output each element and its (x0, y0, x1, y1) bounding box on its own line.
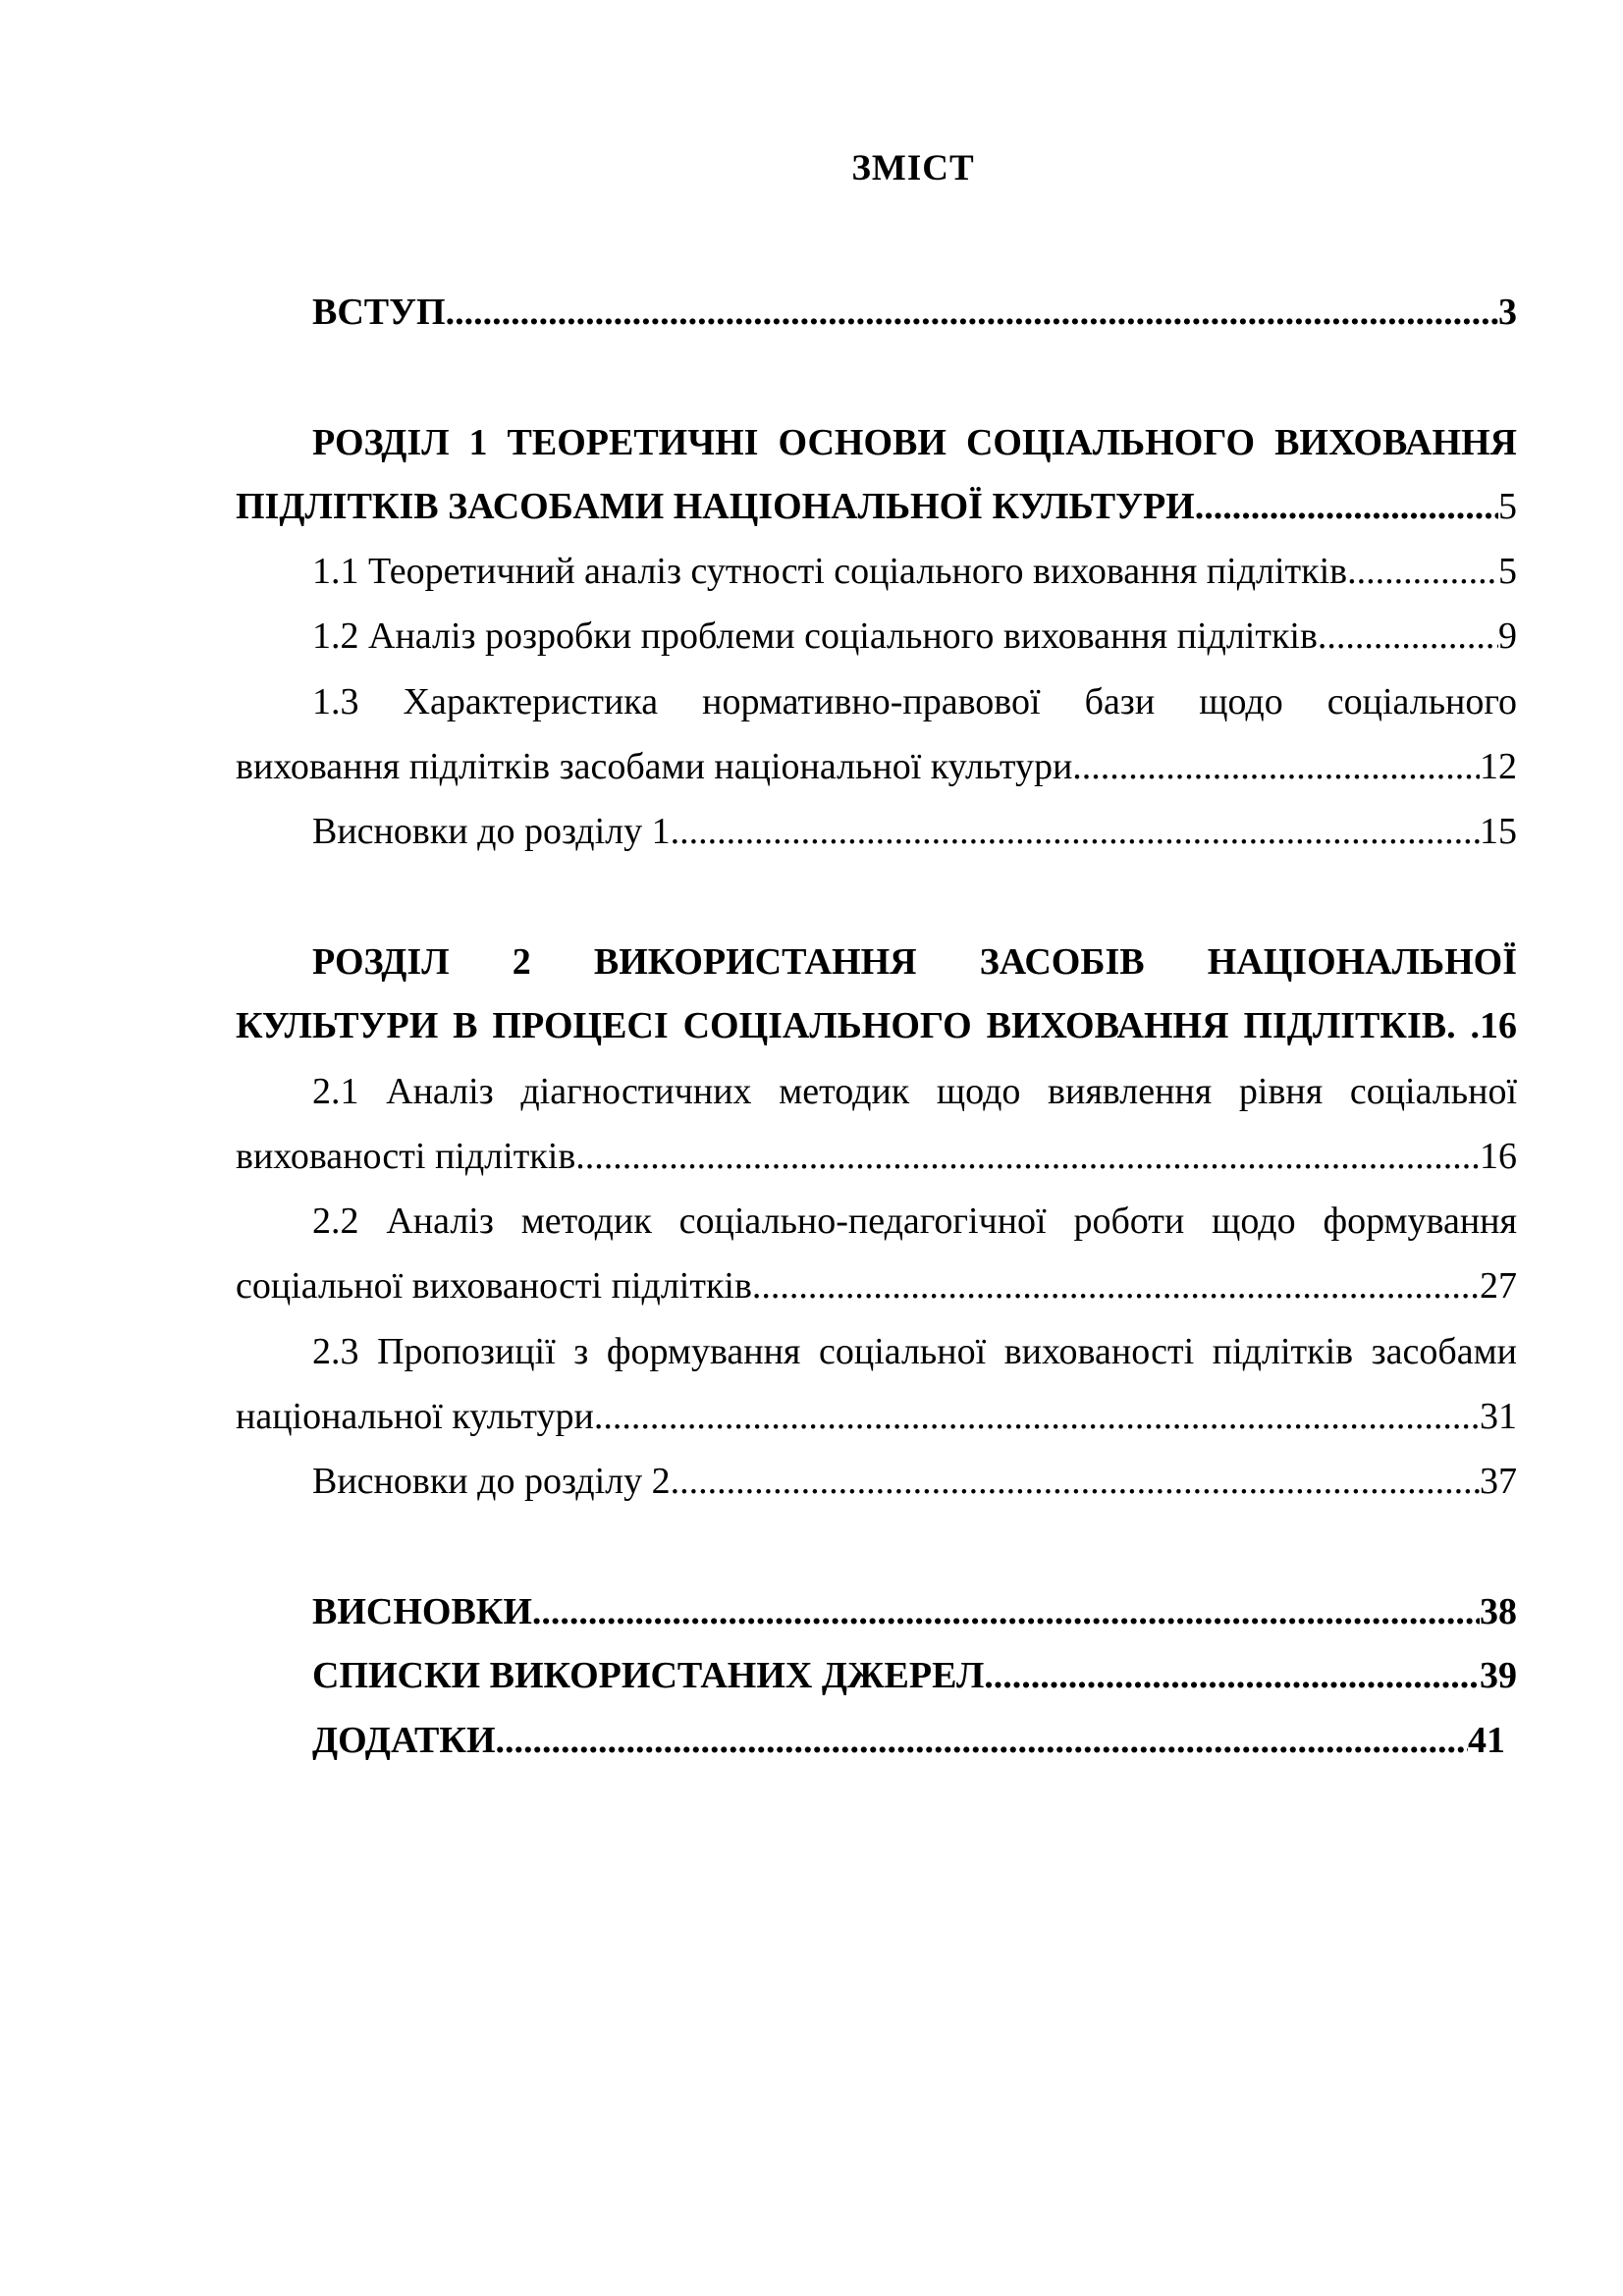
toc-page-number: 37 (1480, 1461, 1517, 1502)
toc-section-1-heading-line-2[interactable] (236, 482, 1517, 531)
dot-leader (594, 1392, 1480, 1441)
toc-page-number: 16 (1480, 1136, 1517, 1177)
dot-leader (1347, 547, 1498, 596)
toc-entry-label: ВИСНОВКИ (312, 1591, 532, 1632)
toc-page-number: 5 (1498, 486, 1517, 527)
toc-section-1-heading-line-1[interactable]: РОЗДІЛ 1 ТЕОРЕТИЧНІ ОСНОВИ СОЦІАЛЬНОГО ВИХОВАННЯ (312, 422, 1517, 463)
toc-entry-1-3-line-2[interactable] (236, 742, 1517, 791)
toc-entry-label: вихованості підлітків (236, 1136, 576, 1177)
toc-page-number: 3 (1498, 292, 1517, 333)
toc-page-number: 5 (1498, 551, 1517, 592)
toc-entry-2-1-line-2[interactable] (236, 1132, 1517, 1181)
dot-leader (1318, 612, 1498, 661)
toc-entry-2-3-line-2[interactable] (236, 1392, 1517, 1441)
toc-entry-label: СПИСКИ ВИКОРИСТАНИХ ДЖЕРЕЛ (312, 1655, 985, 1696)
dot-leader (532, 1587, 1480, 1636)
toc-entry-conclusions[interactable] (236, 1587, 1517, 1636)
toc-entry-1-3-line-1[interactable]: 1.3 Характеристика нормативно-правової бази щодо соціального (312, 681, 1517, 722)
toc-entry-label: виховання підлітків засобами національної культури (236, 746, 1073, 787)
toc-entry-sources[interactable] (236, 1651, 1517, 1700)
toc-entry-2-2-line-2[interactable] (236, 1261, 1517, 1310)
toc-entry-label: Висновки до розділу 2 (312, 1461, 671, 1502)
toc-entry-label: 1.2 Аналіз розробки проблеми соціального виховання підлітків (312, 615, 1318, 657)
toc-entry-label: Висновки до розділу 1 (312, 811, 671, 852)
toc-entry-2-2-line-1[interactable]: 2.2 Аналіз методик соціально-педагогічної роботи щодо формування (312, 1201, 1517, 1242)
toc-page-number: 31 (1480, 1396, 1517, 1437)
toc-page-number: 27 (1480, 1265, 1517, 1307)
toc-entry-label: 1.1 Теоретичний аналіз сутності соціального виховання підлітків (312, 551, 1348, 592)
toc-entry-label: ВСТУП (312, 292, 446, 333)
toc-entry-intro[interactable] (236, 288, 1517, 337)
toc-page-number: 12 (1480, 746, 1517, 787)
dot-leader (575, 1132, 1480, 1181)
toc-entry-label: ДОДАТКИ (312, 1720, 496, 1761)
toc-entry-conclusions-1[interactable] (236, 807, 1517, 856)
toc-entry-label: національної культури (236, 1396, 594, 1437)
dot-leader (496, 1716, 1468, 1765)
dot-leader (752, 1261, 1480, 1310)
dot-leader (1072, 742, 1480, 791)
toc-entry-label: соціальної вихованості підлітків (236, 1265, 752, 1307)
toc-entry-1-2[interactable] (236, 612, 1517, 661)
dot-leader (1195, 482, 1498, 531)
dot-leader (446, 288, 1498, 337)
toc-entry-2-3-line-1[interactable]: 2.3 Пропозиції з формування соціальної вихованості підлітків засобами (312, 1331, 1517, 1372)
toc-page-number: 39 (1480, 1655, 1517, 1696)
toc-section-2-heading-line-1[interactable]: РОЗДІЛ 2 ВИКОРИСТАННЯ ЗАСОБІВ НАЦІОНАЛЬНОЇ (312, 941, 1517, 983)
toc-page-number: 38 (1480, 1591, 1517, 1632)
dot-leader (984, 1651, 1480, 1700)
toc-section-2-heading-line-2[interactable]: КУЛЬТУРИ В ПРОЦЕСІ СОЦІАЛЬНОГО ВИХОВАННЯ ПІДЛІТКІВ. .16 (236, 1005, 1517, 1046)
toc-entry-label: ПІДЛІТКІВ ЗАСОБАМИ НАЦІОНАЛЬНОЇ КУЛЬТУРИ (236, 486, 1195, 527)
toc-entry-1-1[interactable] (236, 547, 1517, 596)
toc-page-number: 15 (1480, 811, 1517, 852)
page-title: ЗМІСТ (851, 148, 975, 188)
dot-leader (671, 807, 1480, 856)
toc-entry-appendices[interactable] (236, 1716, 1505, 1765)
dot-leader (671, 1457, 1480, 1506)
toc-page-number: 41 (1468, 1720, 1505, 1761)
toc-entry-2-1-line-1[interactable]: 2.1 Аналіз діагностичних методик щодо виявлення рівня соціальної (312, 1071, 1517, 1112)
toc-entry-conclusions-2[interactable] (236, 1457, 1517, 1506)
toc-page-number: 9 (1498, 615, 1517, 657)
